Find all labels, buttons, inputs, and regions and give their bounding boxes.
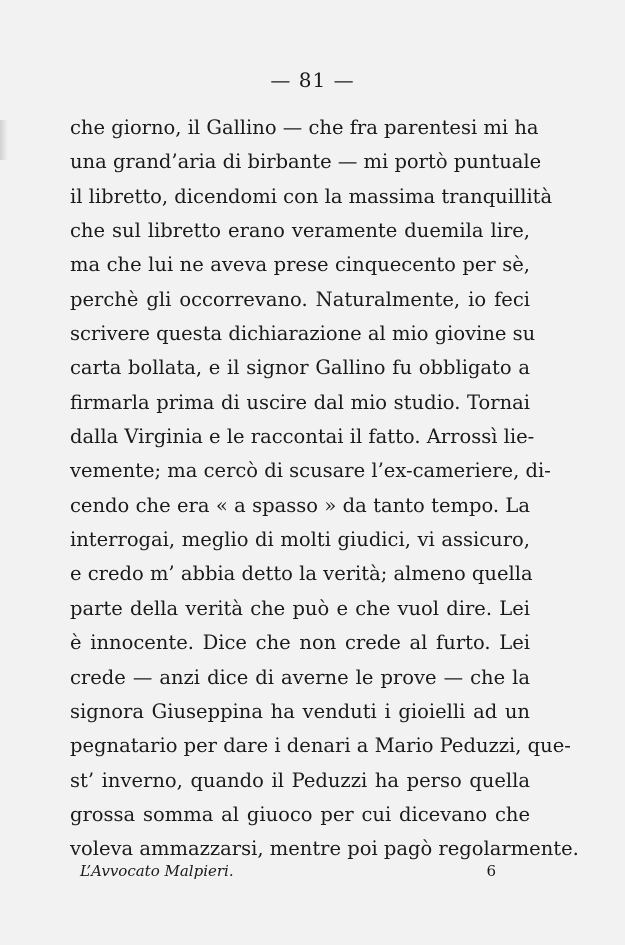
text-line: parte della verità che può e che vuol dire. Lei [70,596,530,620]
text-line: che giorno, il Gallino — che fra parentesi mi ha [70,116,539,139]
text-line: il libretto, dicendomi con la massima tranquillità [70,184,553,208]
page-number: — 81 — [270,68,355,92]
text-line: perchè gli occorrevano. Naturalmente, io feci [70,287,530,311]
text-line: ma che lui ne aveva prese cinquecento per sè, [70,253,530,277]
text-line: interrogai, meglio di molti giudici, vi assicuro, [70,528,530,552]
text-line: una grand’aria di birbante — mi portò puntuale [70,150,542,174]
text-line: vemente; ma cercò di scusare l’ex-cameriere, di- [70,459,551,483]
text-line: crede — anzi dice di averne le prove — che la [70,665,530,689]
text-line: signora Giuseppina ha venduti i gioielli ad un [70,699,530,723]
text-line: firmarla prima di uscire dal mio studio. Tornai [70,390,530,414]
text-line: scrivere questa dichiarazione al mio giovine su [70,322,536,346]
page-edge-shadow [0,120,8,160]
text-line: dalla Virginia e le raccontai il fatto. Arrossì lie- [70,425,535,449]
body-text [70,111,579,867]
text-line: grossa somma al giuoco per cui dicevano che [70,802,530,826]
page-footer [80,862,520,886]
text-line: carta bollata, e il signor Gallino fu obbligato a [70,356,530,380]
book-title: L’Avvocato Malpieri. [80,862,234,880]
text-line: cendo che era « a spasso » da tanto tempo. La [70,493,530,517]
text-line: voleva ammazzarsi, mentre poi pagò regolarmente. [70,837,579,861]
text-line: pegnatario per dare i denari a Mario Peduzzi, que- [70,734,571,758]
signature-mark: 6 [486,862,496,880]
text-line: che sul libretto erano veramente duemila lire, [70,219,530,243]
text-line: st’ inverno, quando il Peduzzi ha perso quella [70,768,530,792]
text-line: e credo m’ abbia detto la verità; almeno quella [70,562,533,586]
text-line: è innocente. Dice che non crede al furto. Lei [70,631,530,655]
